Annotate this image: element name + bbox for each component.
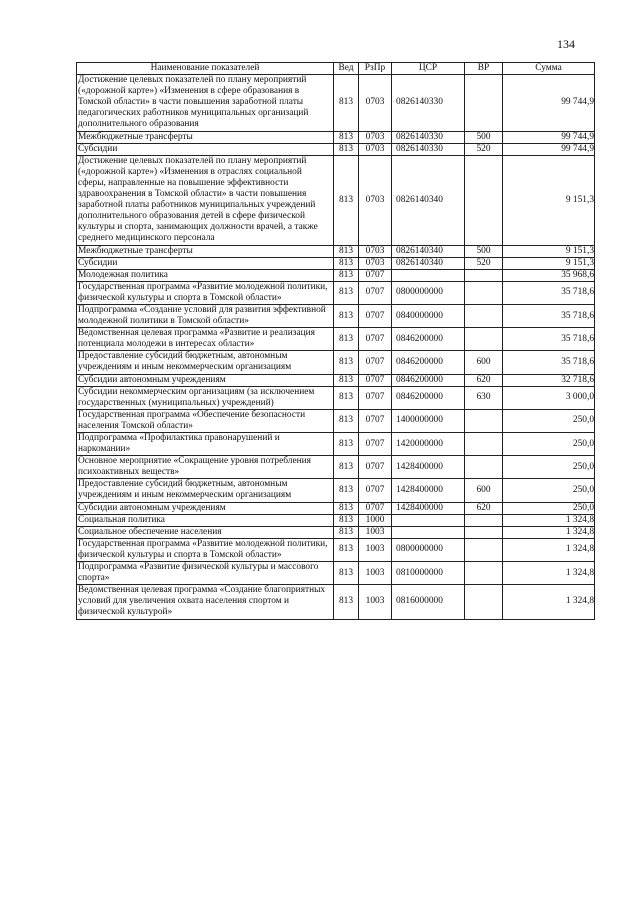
cell-name: Подпрограмма «Создание условий для развития эффективной молодежной политики в Томской области» — [77, 304, 334, 327]
cell-name: Достижение целевых показателей по плану мероприятий («дорожной карте») «Изменения в сфере образования в Томской области» в части повышения заработной платы педагогических работников муниципальных организаций дополнительного образования — [77, 75, 334, 131]
table-row — [77, 143, 595, 155]
table-row — [77, 456, 595, 479]
cell-sum: 1 324,8 — [503, 585, 595, 619]
cell-name: Основное мероприятие «Сокращение уровня потребления психоактивных веществ» — [77, 456, 334, 479]
cell-sum: 35 718,6 — [503, 281, 595, 304]
cell-name: Субсидии — [77, 257, 334, 269]
cell-csr: 0800000000 — [392, 538, 465, 561]
cell-ved: 813 — [334, 304, 359, 327]
cell-vr — [465, 304, 503, 327]
table-row — [77, 245, 595, 257]
cell-ved: 813 — [334, 155, 359, 245]
cell-rzpr: 0707 — [359, 281, 392, 304]
cell-vr — [465, 75, 503, 131]
cell-ved: 813 — [334, 526, 359, 538]
cell-csr: 0846200000 — [392, 351, 465, 374]
cell-rzpr: 0703 — [359, 245, 392, 257]
cell-csr: 0846200000 — [392, 386, 465, 409]
cell-csr: 0840000000 — [392, 304, 465, 327]
cell-sum: 35 718,6 — [503, 304, 595, 327]
cell-csr: 0826140340 — [392, 155, 465, 245]
table-row — [77, 374, 595, 386]
cell-csr: 0846200000 — [392, 374, 465, 386]
cell-rzpr: 0703 — [359, 131, 392, 143]
cell-csr: 0826140330 — [392, 143, 465, 155]
cell-rzpr: 0707 — [359, 351, 392, 374]
cell-rzpr: 0707 — [359, 328, 392, 351]
cell-ved: 813 — [334, 269, 359, 281]
cell-sum: 250,0 — [503, 456, 595, 479]
table-row — [77, 514, 595, 526]
table-row — [77, 75, 595, 131]
table-row — [77, 328, 595, 351]
budget-table — [76, 62, 595, 620]
table-row — [77, 433, 595, 456]
cell-ved: 813 — [334, 456, 359, 479]
cell-rzpr: 0707 — [359, 304, 392, 327]
cell-ved: 813 — [334, 281, 359, 304]
cell-vr: 630 — [465, 386, 503, 409]
cell-sum: 250,0 — [503, 409, 595, 432]
cell-sum: 99 744,9 — [503, 143, 595, 155]
table-row — [77, 281, 595, 304]
cell-sum: 99 744,9 — [503, 75, 595, 131]
cell-sum: 1 324,8 — [503, 538, 595, 561]
table-row — [77, 479, 595, 502]
table-row — [77, 585, 595, 619]
cell-ved: 813 — [334, 409, 359, 432]
cell-name: Субсидии автономным учреждениям — [77, 374, 334, 386]
cell-rzpr: 1000 — [359, 514, 392, 526]
table-row — [77, 409, 595, 432]
cell-name: Государственная программа «Развитие молодежной политики, физической культуры и спорта в Томской области» — [77, 281, 334, 304]
cell-sum: 35 968,6 — [503, 269, 595, 281]
cell-vr — [465, 526, 503, 538]
cell-sum: 1 324,8 — [503, 526, 595, 538]
cell-csr: 0826140340 — [392, 257, 465, 269]
cell-ved: 813 — [334, 374, 359, 386]
cell-ved: 813 — [334, 433, 359, 456]
cell-csr: 0800000000 — [392, 281, 465, 304]
cell-vr: 620 — [465, 374, 503, 386]
cell-csr: 0846200000 — [392, 328, 465, 351]
cell-ved: 813 — [334, 245, 359, 257]
cell-ved: 813 — [334, 131, 359, 143]
table-row — [77, 538, 595, 561]
cell-vr — [465, 538, 503, 561]
header-name: Наименование показателей — [77, 63, 334, 75]
cell-vr — [465, 328, 503, 351]
cell-ved: 813 — [334, 75, 359, 131]
cell-csr — [392, 269, 465, 281]
cell-rzpr: 1003 — [359, 562, 392, 585]
cell-vr — [465, 281, 503, 304]
cell-ved: 813 — [334, 386, 359, 409]
cell-ved: 813 — [334, 562, 359, 585]
cell-rzpr: 0707 — [359, 374, 392, 386]
cell-sum: 250,0 — [503, 433, 595, 456]
cell-name: Социальное обеспечение населения — [77, 526, 334, 538]
cell-ved: 813 — [334, 257, 359, 269]
cell-rzpr: 0707 — [359, 456, 392, 479]
cell-sum: 99 744,9 — [503, 131, 595, 143]
header-sum: Сумма — [503, 63, 595, 75]
cell-ved: 813 — [334, 514, 359, 526]
cell-sum: 9 151,3 — [503, 257, 595, 269]
page-number: 134 — [557, 37, 575, 51]
cell-vr — [465, 409, 503, 432]
cell-name: Социальная политика — [77, 514, 334, 526]
cell-rzpr: 0707 — [359, 409, 392, 432]
cell-rzpr: 1003 — [359, 538, 392, 561]
cell-ved: 813 — [334, 585, 359, 619]
table-header-row — [77, 63, 595, 75]
cell-ved: 813 — [334, 479, 359, 502]
cell-rzpr: 0703 — [359, 75, 392, 131]
cell-rzpr: 1003 — [359, 526, 392, 538]
table-row — [77, 502, 595, 514]
cell-vr: 520 — [465, 257, 503, 269]
cell-ved: 813 — [334, 502, 359, 514]
cell-rzpr: 0703 — [359, 143, 392, 155]
cell-csr: 0826140340 — [392, 245, 465, 257]
table-row — [77, 257, 595, 269]
cell-vr — [465, 456, 503, 479]
cell-name: Межбюджетные трансферты — [77, 131, 334, 143]
cell-sum: 250,0 — [503, 479, 595, 502]
cell-rzpr: 0703 — [359, 257, 392, 269]
cell-name: Достижение целевых показателей по плану мероприятий («дорожной карте») «Изменения в отраслях социальной сферы, направленные на повышение эффективности здравоохранения в Томской области» в части повышения заработной платы работников муниципальных учреждений дополнительного образования детей в сфере физической культуры и спорта, занимающих должности врачей, а также среднего медицинского персонала — [77, 155, 334, 245]
table-row — [77, 155, 595, 245]
cell-csr: 0826140330 — [392, 75, 465, 131]
cell-name: Субсидии некоммерческим организациям (за исключением государственных (муниципальных) учреждений) — [77, 386, 334, 409]
cell-rzpr: 0707 — [359, 479, 392, 502]
cell-rzpr: 0707 — [359, 269, 392, 281]
header-csr: ЦСР — [392, 63, 465, 75]
cell-sum: 1 324,8 — [503, 514, 595, 526]
cell-sum: 35 718,6 — [503, 351, 595, 374]
cell-ved: 813 — [334, 351, 359, 374]
cell-csr: 1420000000 — [392, 433, 465, 456]
cell-csr: 1428400000 — [392, 456, 465, 479]
header-vr: ВР — [465, 63, 503, 75]
cell-name: Ведомственная целевая программа «Создание благоприятных условий для увеличения охвата населения спортом и физической культурой» — [77, 585, 334, 619]
cell-sum: 9 151,3 — [503, 245, 595, 257]
header-ved: Вед — [334, 63, 359, 75]
cell-csr: 1428400000 — [392, 479, 465, 502]
cell-vr: 600 — [465, 479, 503, 502]
cell-vr: 620 — [465, 502, 503, 514]
cell-rzpr: 0707 — [359, 433, 392, 456]
cell-rzpr: 0707 — [359, 386, 392, 409]
table-row — [77, 131, 595, 143]
cell-ved: 813 — [334, 143, 359, 155]
cell-vr — [465, 585, 503, 619]
cell-csr: 0810000000 — [392, 562, 465, 585]
cell-sum: 3 000,0 — [503, 386, 595, 409]
cell-name: Подпрограмма «Развитие физической культуры и массового спорта» — [77, 562, 334, 585]
table-row — [77, 562, 595, 585]
cell-name: Субсидии — [77, 143, 334, 155]
table-row — [77, 269, 595, 281]
cell-sum: 250,0 — [503, 502, 595, 514]
cell-name: Государственная программа «Развитие молодежной политики, физической культуры и спорта в Томской области» — [77, 538, 334, 561]
cell-name: Межбюджетные трансферты — [77, 245, 334, 257]
cell-ved: 813 — [334, 538, 359, 561]
cell-vr — [465, 155, 503, 245]
table-row — [77, 526, 595, 538]
cell-csr: 1400000000 — [392, 409, 465, 432]
cell-name: Государственная программа «Обеспечение безопасности населения Томской области» — [77, 409, 334, 432]
cell-sum: 35 718,6 — [503, 328, 595, 351]
cell-name: Молодежная политика — [77, 269, 334, 281]
cell-vr — [465, 433, 503, 456]
cell-ved: 813 — [334, 328, 359, 351]
cell-vr: 500 — [465, 245, 503, 257]
header-rzpr: РзПр — [359, 63, 392, 75]
cell-csr: 0826140330 — [392, 131, 465, 143]
cell-vr: 520 — [465, 143, 503, 155]
cell-csr: 1428400000 — [392, 502, 465, 514]
cell-name: Предоставление субсидий бюджетным, автономным учреждениям и иным некоммерческим организациям — [77, 351, 334, 374]
cell-name: Подпрограмма «Профилактика правонарушений и наркомании» — [77, 433, 334, 456]
cell-sum: 32 718,6 — [503, 374, 595, 386]
cell-vr — [465, 269, 503, 281]
table-row — [77, 386, 595, 409]
cell-vr: 600 — [465, 351, 503, 374]
cell-vr — [465, 514, 503, 526]
table-row — [77, 351, 595, 374]
cell-vr: 500 — [465, 131, 503, 143]
cell-vr — [465, 562, 503, 585]
cell-csr — [392, 526, 465, 538]
cell-csr — [392, 514, 465, 526]
cell-name: Субсидии автономным учреждениям — [77, 502, 334, 514]
cell-rzpr: 0707 — [359, 502, 392, 514]
table-row — [77, 304, 595, 327]
cell-rzpr: 0703 — [359, 155, 392, 245]
cell-csr: 0816000000 — [392, 585, 465, 619]
cell-sum: 1 324,8 — [503, 562, 595, 585]
cell-name: Ведомственная целевая программа «Развитие и реализация потенциала молодежи в интересах области» — [77, 328, 334, 351]
cell-sum: 9 151,3 — [503, 155, 595, 245]
cell-name: Предоставление субсидий бюджетным, автономным учреждениям и иным некоммерческим организациям — [77, 479, 334, 502]
cell-rzpr: 1003 — [359, 585, 392, 619]
